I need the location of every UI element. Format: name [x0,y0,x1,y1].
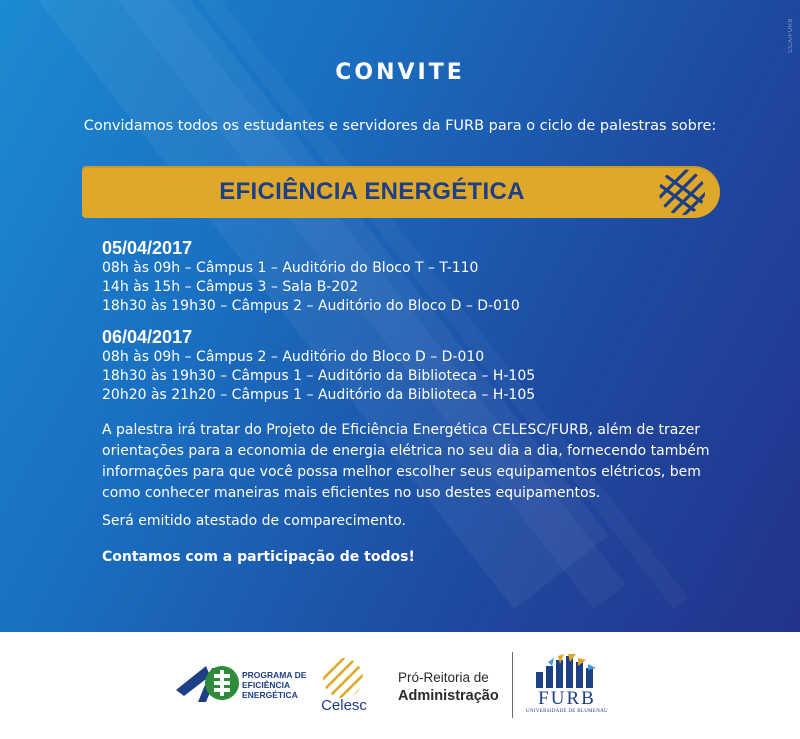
pee-logo-icon [176,662,240,704]
day-block [102,237,535,316]
pee-logo-text: PROGRAMA DE EFICIÊNCIA ENERGÉTICA [242,670,307,700]
striped-sphere-icon [644,167,716,217]
description-line: informações para que você possa melhor escolher seus equipamentos elétricos, bem [102,464,701,480]
footer-divider [512,652,513,718]
schedule [102,237,535,415]
session-item: 18h30 às 19h30 – Câmpus 2 – Auditório do Bloco D – D-010 [102,298,520,314]
furb-logo-text: FURB [538,688,596,709]
session-item: 08h às 09h – Câmpus 2 – Auditório do Bloco D – D-010 [102,349,485,365]
closing-note: Contamos com a participação de todos! [102,549,415,565]
day-date: 05/04/2017 [102,238,193,258]
session-item: 14h às 15h – Câmpus 3 – Sala B-202 [102,279,359,295]
day-block [102,326,535,405]
description-paragraph [102,420,742,504]
celesc-logo-text: Celesc [321,697,367,714]
intro-text: Convidamos todos os estudantes e servidores da FURB para o ciclo de palestras sobre: [83,118,717,134]
session-item: 18h30 às 19h30 – Câmpus 1 – Auditório da Biblioteca – H-105 [102,368,536,384]
furb-logo-subtitle: UNIVERSIDADE DE BLUMENAU [526,709,608,714]
description-line: como conhecer maneiras mais eficientes no uso destes equipamentos. [102,485,601,501]
celesc-logo-icon [318,656,368,702]
furb-logo-icon [528,654,606,690]
description-line: orientações para a economia de energia elétrica no seu dia a dia, fornecendo também [102,443,710,459]
page-title: CONVITE [335,60,465,85]
topic-title: EFICIÊNCIA ENERGÉTICA [219,178,525,205]
description-line: A palestra irá tratar do Projeto de Eficiência Energética CELESC/FURB, além de trazer [102,422,701,438]
topic-banner [82,166,720,218]
attendance-note: Será emitido atestado de comparecimento. [102,513,407,529]
day-date: 06/04/2017 [102,327,193,347]
session-item: 08h às 09h – Câmpus 1 – Auditório do Bloco T – T-110 [102,260,479,276]
design-credit: CCA/FURB [788,18,794,53]
session-item: 20h20 às 21h20 – Câmpus 1 – Auditório da Biblioteca – H-105 [102,387,536,403]
pro-reitoria-label: Pró-Reitoria de Administração [398,670,499,704]
